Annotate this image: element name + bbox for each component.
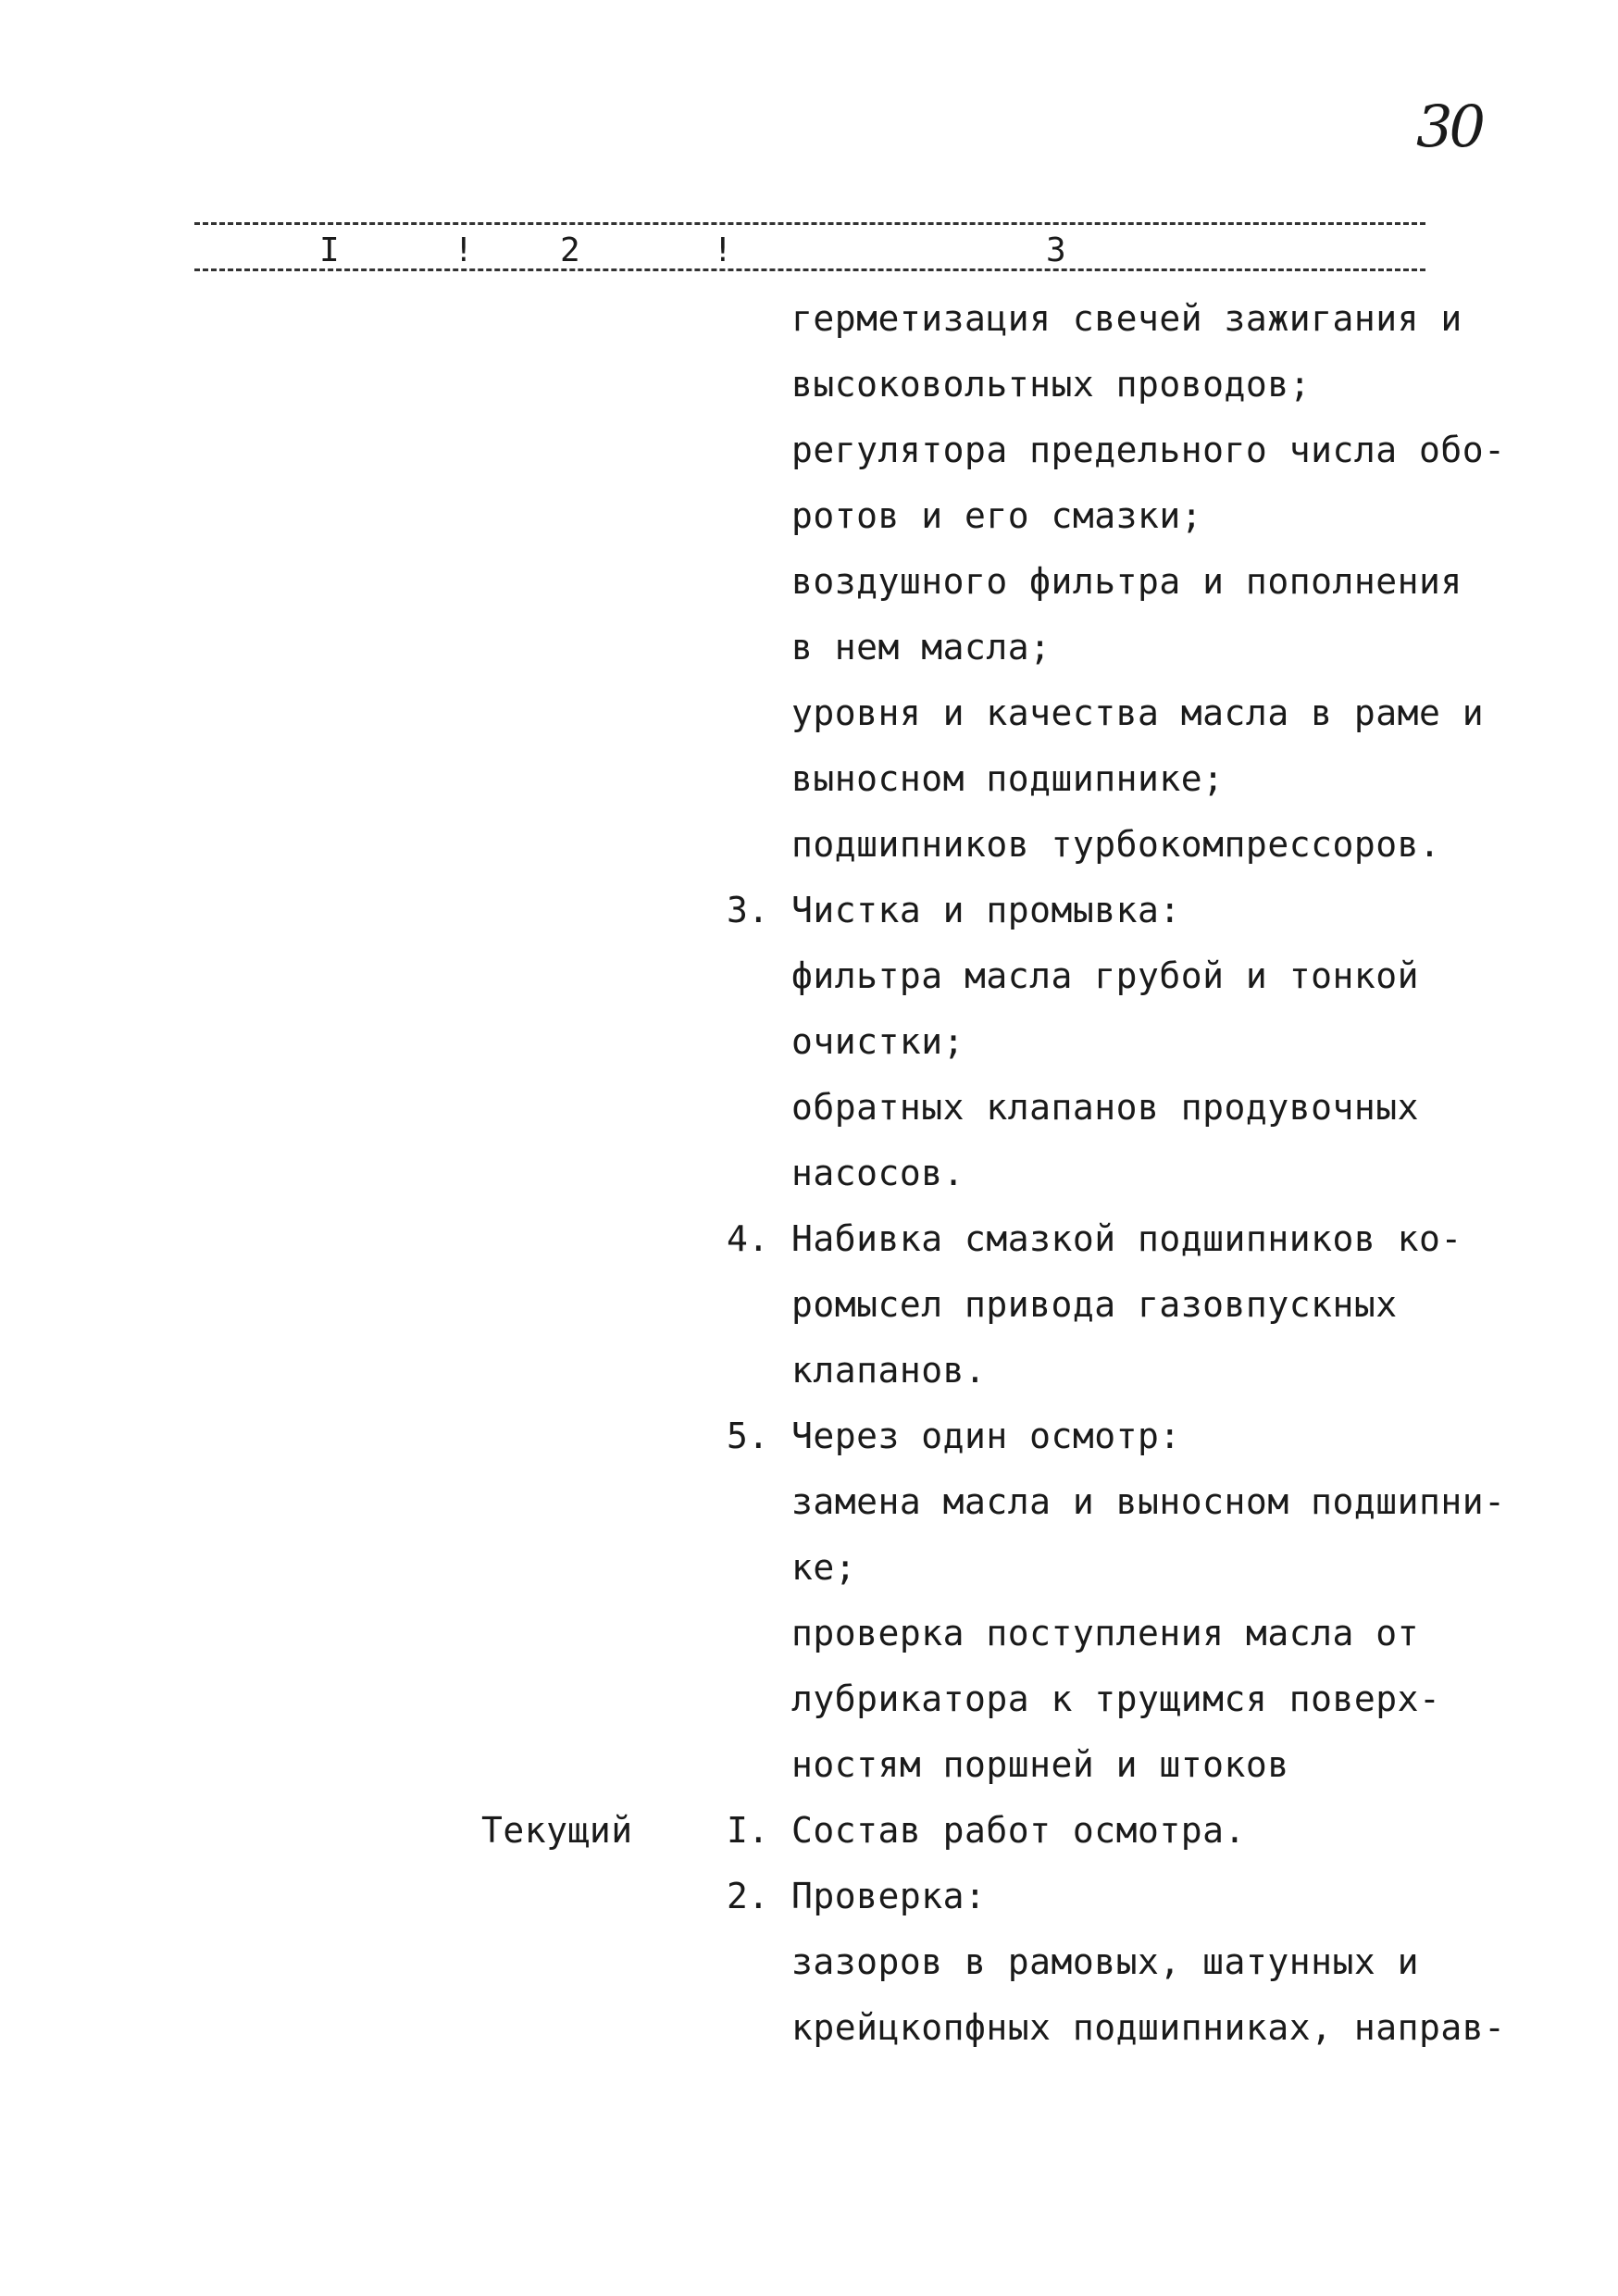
text-line: обратных клапанов продувочных	[791, 1087, 1419, 1128]
text-line: насосов.	[791, 1153, 965, 1193]
text-line: Состав работ осмотра.	[791, 1810, 1246, 1851]
text-line: ностям поршней и штоков	[791, 1744, 1289, 1785]
text-line: высоковольтных проводов;	[791, 364, 1312, 405]
column-header-3: 3	[1046, 231, 1066, 269]
text-line: замена масла и выносном подшипни-	[791, 1481, 1506, 1522]
text-line: регулятора предельного числа обо-	[791, 430, 1506, 470]
text-line: Набивка смазкой подшипников ко-	[791, 1218, 1462, 1259]
column-header-2: 2	[560, 231, 580, 269]
text-line: клапанов.	[791, 1350, 987, 1391]
column-separator-2: !	[713, 231, 733, 269]
text-line: крейцкопфных подшипниках, направ-	[791, 2007, 1506, 2048]
text-line: зазоров в рамовых, шатунных и	[791, 1941, 1419, 1982]
table-header-rule-top	[194, 222, 1425, 225]
text-line: фильтра масла грубой и тонкой	[791, 955, 1419, 996]
item-number: 2.	[727, 1876, 769, 1916]
text-line: ке;	[791, 1547, 857, 1588]
text-line: Через один осмотр:	[791, 1416, 1181, 1456]
text-line: проверка поступления масла от	[791, 1613, 1419, 1653]
text-line: очистки;	[791, 1021, 965, 1062]
text-line: в нем масла;	[791, 627, 1052, 668]
table-header-rule-bottom	[194, 268, 1425, 271]
column-separator-1: !	[454, 231, 474, 269]
text-line: Чистка и промывка:	[791, 890, 1181, 930]
text-line: герметизация свечей зажигания и	[791, 298, 1462, 339]
text-line: ромысел привода газовпускных	[791, 1284, 1398, 1325]
repair-type-label: Текущий	[481, 1810, 633, 1851]
item-number: I.	[727, 1810, 769, 1851]
text-line: Проверка:	[791, 1876, 987, 1916]
column-header-1: I	[319, 231, 340, 269]
text-line: воздушного фильтра и пополнения	[791, 561, 1462, 602]
text-line: лубрикатора к трущимся поверх-	[791, 1678, 1441, 1719]
item-number: 5.	[727, 1416, 769, 1456]
text-line: уровня и качества масла в раме и	[791, 693, 1485, 733]
item-number: 3.	[727, 890, 769, 930]
page-number: 30	[1416, 93, 1482, 160]
item-number: 4.	[727, 1218, 769, 1259]
text-line: ротов и его смазки;	[791, 495, 1203, 536]
text-line: подшипников турбокомпрессоров.	[791, 824, 1441, 865]
text-line: выносном подшипнике;	[791, 758, 1225, 799]
